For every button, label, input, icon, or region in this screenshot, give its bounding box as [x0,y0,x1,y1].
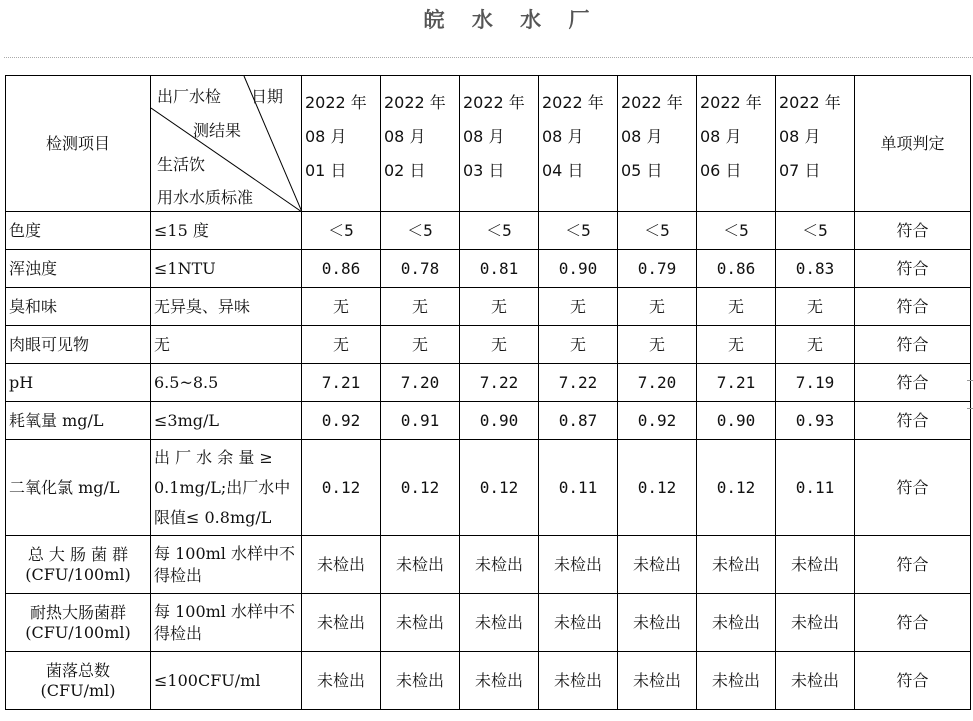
judgement-cell: 符合 [855,402,971,440]
table-row [6,652,971,710]
standard-value: 每 100ml 水样中不 得检出 [151,594,302,652]
standard-value: 6.5~8.5 [151,364,302,402]
measurement-cell: 7.20 [618,364,697,402]
measurement-cell: 0.12 [381,440,460,536]
measurement-cell: 未检出 [381,594,460,652]
standard-value: ≤100CFU/ml [151,652,302,710]
measurement-cell: 0.92 [302,402,381,440]
diag-label-bottom-1: 生活饮 [157,155,206,174]
scroll-marker [967,380,973,381]
measurement-cell: 未检出 [697,536,776,594]
table-body [6,76,971,710]
standard-value: ≤3mg/L [151,402,302,440]
measurement-cell: 无 [697,326,776,364]
measurement-cell: 7.19 [776,364,855,402]
measurement-cell: 0.90 [539,250,618,288]
date-header: 2022 年 08 月 04 日 [539,76,618,212]
measurement-cell: 无 [618,288,697,326]
measurement-cell: 无 [460,288,539,326]
item-name: 耐热大肠菌群 (CFU/100ml) [6,594,151,652]
measurement-cell: 未检出 [381,652,460,710]
table-row [6,440,971,536]
measurement-cell: 7.21 [302,364,381,402]
item-name: 浑浊度 [6,250,151,288]
table-row [6,594,971,652]
measurement-cell: ＜5 [776,212,855,250]
measurement-cell: 0.90 [460,402,539,440]
standard-value: 每 100ml 水样中不 得检出 [151,536,302,594]
item-name: 色度 [6,212,151,250]
standard-value: 无异臭、异味 [151,288,302,326]
measurement-cell: 未检出 [697,594,776,652]
measurement-cell: 0.87 [539,402,618,440]
standard-value: ≤15 度 [151,212,302,250]
measurement-cell: 未检出 [618,594,697,652]
item-name: 二氧化氯 mg/L [6,440,151,536]
measurement-cell: 未检出 [460,652,539,710]
date-header: 2022 年 08 月 03 日 [460,76,539,212]
item-header: 检测项目 [6,76,151,212]
measurement-cell: 0.91 [381,402,460,440]
diag-label-top-left: 出厂水检 [157,87,222,106]
judgement-cell: 符合 [855,536,971,594]
measurement-cell: 0.12 [618,440,697,536]
judgement-cell: 符合 [855,212,971,250]
measurement-cell: 0.86 [302,250,381,288]
table-row [6,364,971,402]
measurement-cell: 0.12 [460,440,539,536]
table-row [6,288,971,326]
scroll-marker [967,408,973,409]
measurement-cell: 未检出 [539,536,618,594]
item-name: 臭和味 [6,288,151,326]
standard-value: 出 厂 水 余 量 ≥ 0.1mg/L;出厂水中 限值≤ 0.8mg/L [151,440,302,536]
measurement-cell: 7.20 [381,364,460,402]
measurement-cell: 0.92 [618,402,697,440]
top-divider [4,57,973,58]
table-row [6,402,971,440]
measurement-cell: 0.93 [776,402,855,440]
measurement-cell: ＜5 [618,212,697,250]
measurement-cell: 未检出 [539,652,618,710]
measurement-cell: ＜5 [302,212,381,250]
measurement-cell: 未检出 [302,536,381,594]
measurement-cell: 未检出 [302,652,381,710]
judgement-header: 单项判定 [855,76,971,212]
measurement-cell: 无 [302,326,381,364]
measurement-cell: 未检出 [618,652,697,710]
measurement-cell: 无 [460,326,539,364]
header-row [6,76,971,212]
standard-value: 无 [151,326,302,364]
judgement-cell: 符合 [855,652,971,710]
measurement-cell: 0.86 [697,250,776,288]
item-name: pH [6,364,151,402]
judgement-cell: 符合 [855,364,971,402]
measurement-cell: 7.22 [460,364,539,402]
diag-label-bottom-2: 用水水质标准 [157,188,254,207]
measurement-cell: 未检出 [302,594,381,652]
judgement-cell: 符合 [855,440,971,536]
judgement-cell: 符合 [855,594,971,652]
measurement-cell: 未检出 [776,594,855,652]
measurement-cell: 未检出 [381,536,460,594]
date-header: 2022 年 08 月 05 日 [618,76,697,212]
measurement-cell: 未检出 [776,652,855,710]
measurement-cell: 0.11 [539,440,618,536]
measurement-cell: ＜5 [381,212,460,250]
date-header: 2022 年 08 月 07 日 [776,76,855,212]
measurement-cell: 无 [776,288,855,326]
water-quality-table [5,75,971,710]
measurement-cell: ＜5 [460,212,539,250]
measurement-cell: ＜5 [697,212,776,250]
measurement-cell: 0.78 [381,250,460,288]
measurement-cell: 未检出 [539,594,618,652]
judgement-cell: 符合 [855,326,971,364]
standard-value: ≤1NTU [151,250,302,288]
date-header: 2022 年 08 月 02 日 [381,76,460,212]
measurement-cell: 0.79 [618,250,697,288]
measurement-cell: 7.21 [697,364,776,402]
measurement-cell: 无 [618,326,697,364]
measurement-cell: 未检出 [460,594,539,652]
measurement-cell: 无 [381,288,460,326]
judgement-cell: 符合 [855,250,971,288]
measurement-cell: 0.81 [460,250,539,288]
item-name: 总 大 肠 菌 群 (CFU/100ml) [6,536,151,594]
measurement-cell: 未检出 [776,536,855,594]
measurement-cell: 无 [539,326,618,364]
measurement-cell: 未检出 [460,536,539,594]
measurement-cell: 无 [697,288,776,326]
measurement-cell: 0.12 [302,440,381,536]
table-row [6,212,971,250]
diag-label-top-right: 日期 [251,87,284,106]
measurement-cell: 未检出 [697,652,776,710]
measurement-cell: 0.11 [776,440,855,536]
measurement-cell: ＜5 [539,212,618,250]
item-name: 肉眼可见物 [6,326,151,364]
measurement-cell: 7.22 [539,364,618,402]
judgement-cell: 符合 [855,288,971,326]
diagonal-header [151,76,302,212]
table-row [6,326,971,364]
date-header: 2022 年 08 月 06 日 [697,76,776,212]
measurement-cell: 无 [539,288,618,326]
table-row [6,536,971,594]
measurement-cell: 无 [302,288,381,326]
item-name: 耗氧量 mg/L [6,402,151,440]
measurement-cell: 0.12 [697,440,776,536]
date-header: 2022 年 08 月 01 日 [302,76,381,212]
measurement-cell: 0.90 [697,402,776,440]
page-title: 皖 水 水 厂 [423,8,600,32]
measurement-cell: 无 [776,326,855,364]
measurement-cell: 未检出 [618,536,697,594]
table-row [6,250,971,288]
measurement-cell: 0.83 [776,250,855,288]
measurement-cell: 无 [381,326,460,364]
diag-label-mid: 测结果 [193,121,242,140]
item-name: 菌落总数 (CFU/ml) [6,652,151,710]
